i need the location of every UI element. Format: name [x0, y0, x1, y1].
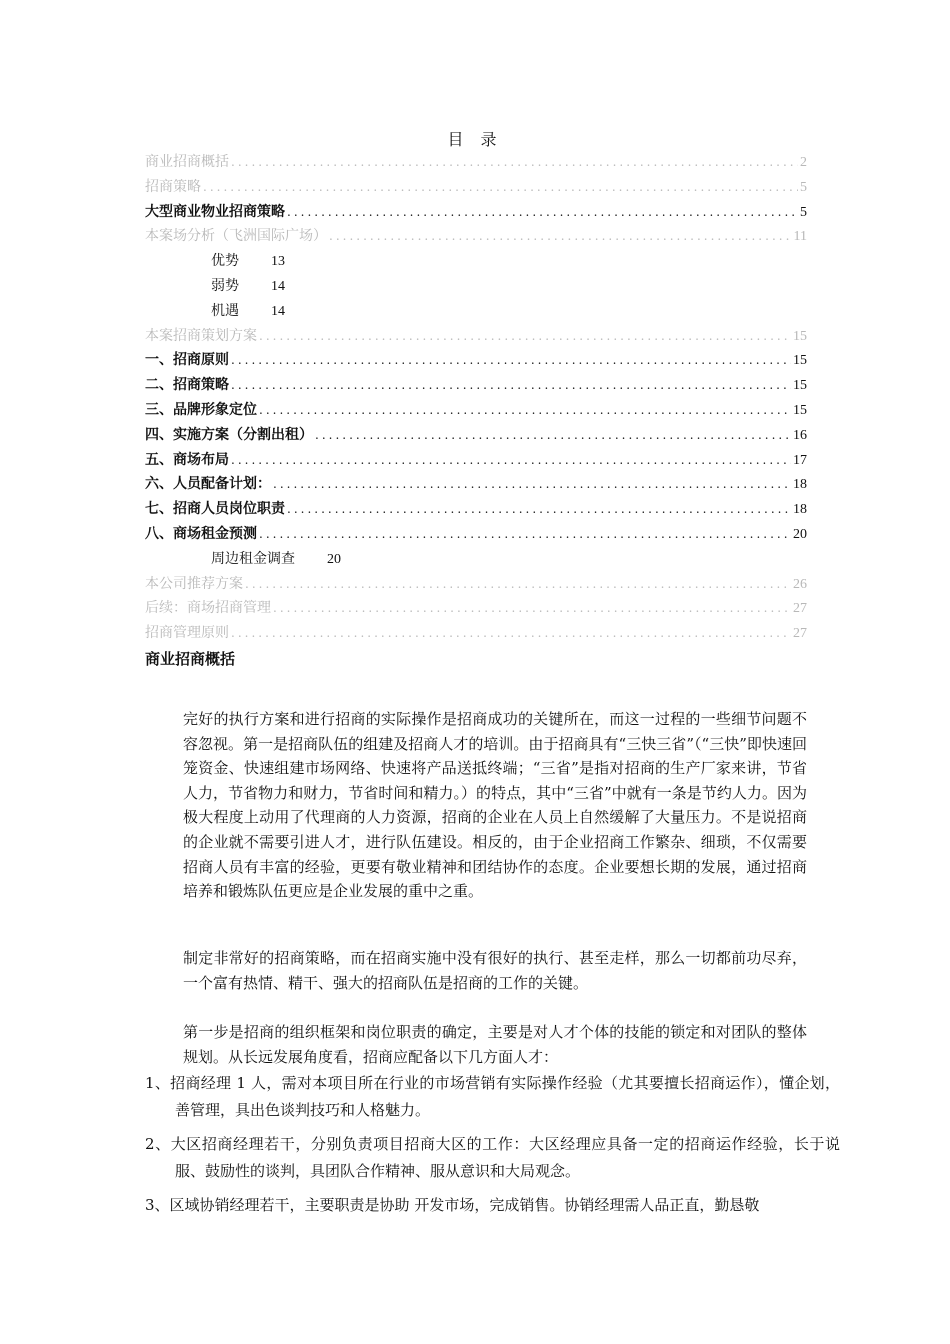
toc-entry-label: 六、人员配备计划： — [145, 476, 271, 493]
toc-entry[interactable] — [145, 448, 807, 473]
toc-entry[interactable] — [145, 398, 807, 423]
toc-entry-label: 招商管理原则 — [145, 625, 229, 642]
toc-entry-page: 14 — [271, 278, 285, 294]
toc-leader-dots — [259, 522, 791, 547]
toc-title: 目 录 — [447, 130, 503, 149]
toc-entry[interactable] — [145, 423, 807, 448]
toc-entry[interactable] — [145, 200, 807, 225]
toc-entry[interactable] — [145, 150, 807, 175]
toc-entry-label: 后续：商场招商管理 — [145, 600, 271, 617]
toc-entry[interactable] — [145, 224, 807, 249]
toc-entry-page: 20 — [327, 551, 341, 567]
toc-entry-page: 5 — [800, 204, 807, 220]
body-paragraph: 第一步是招商的组织框架和岗位职责的确定，主要是对人才个体的技能的锁定和对团队的整体规划。从长远发展角度看，招商应配备以下几方面人才： — [183, 1023, 807, 1066]
toc-subentry[interactable] — [145, 299, 807, 324]
body-paragraph: 制定非常好的招商策略，而在招商实施中没有很好的执行、甚至走样，那么一切都前功尽弃，一个富有热情、精干、强大的招商队伍是招商的工作的关键。 — [183, 949, 807, 992]
toc-entry-label: 周边租金调查 — [211, 550, 295, 567]
toc-entry-page: 15 — [793, 328, 807, 344]
toc-entry-label: 弱势 — [211, 277, 239, 294]
toc-entry[interactable] — [145, 522, 807, 547]
toc-leader-dots — [259, 398, 791, 423]
toc-entry-page: 13 — [271, 254, 285, 270]
toc-entry-label: 本案招商策划方案 — [145, 327, 257, 344]
list-item: 3、区域协销经理若干，主要职责是协助 开发市场，完成销售。协销经理需人品正直，勤恳敬 — [145, 1196, 760, 1214]
list-item: 2、大区招商经理若干，分别负责项目招商大区的工作：大区经理应具备一定的招商运作经验，长于说服、鼓励性的谈判，具团队合作精神、服从意识和大局观念。 — [145, 1135, 840, 1180]
toc-entry-page: 26 — [793, 576, 807, 592]
toc-leader-dots — [231, 373, 791, 398]
body-paragraph: 完好的执行方案和进行招商的实际操作是招商成功的关键所在，而这一过程的一些细节问题不容忽视。第一是招商队伍的组建及招商人才的培训。由于招商具有“三快三省”（“三快”即快速回笼资金、快速组建市场网络、快速将产品送抵终端；“三省”是指对招商的生产厂家来讲，节省人力，节省物力和财力，节省时间和精力。）的特点，其中“三省”中就有一条是节约人力。因为极大程度上动用了代理商的人力资源，招商的企业在人员上自然缓解了大量压力。不是说招商的企业就不需要引进人才，进行队伍建设。相反的，由于企业招商工作繁杂、细琐，不仅需要招商人员有丰富的经验，更要有敬业精神和团结协作的态度。企业要想长期的发展，通过招商培养和锻炼队伍更应是企业发展的重中之重。 — [183, 710, 807, 901]
table-of-contents — [145, 150, 807, 646]
toc-leader-dots — [259, 324, 791, 349]
toc-leader-dots — [287, 200, 798, 225]
toc-entry-page: 11 — [793, 229, 807, 245]
toc-leader-dots — [245, 572, 791, 597]
toc-entry-page: 20 — [793, 526, 807, 542]
toc-entry-label: 七、招商人员岗位职责 — [145, 501, 285, 518]
toc-subentry[interactable] — [145, 547, 807, 572]
toc-entry-page: 2 — [800, 155, 807, 170]
toc-leader-dots — [231, 348, 791, 373]
toc-entry-page: 27 — [793, 601, 807, 617]
toc-entry[interactable] — [145, 348, 807, 373]
toc-leader-dots — [203, 175, 798, 200]
toc-leader-dots — [315, 423, 791, 448]
toc-entry-page: 15 — [793, 353, 807, 369]
toc-entry-page: 27 — [793, 626, 807, 642]
toc-entry-label: 五、商场布局 — [145, 451, 229, 468]
toc-entry-label: 三、品牌形象定位 — [145, 401, 257, 418]
toc-entry[interactable] — [145, 472, 807, 497]
toc-leader-dots — [231, 448, 791, 473]
toc-leader-dots — [231, 621, 791, 646]
toc-entry-page: 14 — [271, 303, 285, 319]
toc-entry[interactable] — [145, 373, 807, 398]
toc-subentry[interactable] — [145, 249, 807, 274]
toc-entry-label: 优势 — [211, 253, 239, 270]
toc-entry[interactable] — [145, 621, 807, 646]
toc-entry-page: 18 — [793, 477, 807, 493]
toc-leader-dots — [231, 150, 798, 175]
toc-entry-label: 机遇 — [211, 302, 239, 319]
toc-entry-label: 八、商场租金预测 — [145, 525, 257, 542]
toc-entry-page: 18 — [793, 502, 807, 518]
toc-entry[interactable] — [145, 497, 807, 522]
toc-entry-page: 15 — [793, 402, 807, 418]
toc-entry-label: 二、招商策略 — [145, 377, 229, 394]
toc-leader-dots — [273, 596, 791, 621]
toc-entry[interactable] — [145, 596, 807, 621]
toc-leader-dots — [329, 224, 792, 249]
toc-leader-dots — [273, 472, 791, 497]
list-item: 1、招商经理 1 人，需对本项目所在行业的市场营销有实际操作经验（尤其要擅长招商运作），懂企划，善管理，具出色谈判技巧和人格魅力。 — [145, 1074, 840, 1119]
toc-subentry[interactable] — [145, 274, 807, 299]
section-heading: 商业招商概括 — [145, 650, 236, 668]
toc-entry-label: 一、招商原则 — [145, 352, 229, 369]
toc-entry-page: 15 — [793, 378, 807, 394]
toc-entry-label: 本公司推荐方案 — [145, 575, 243, 592]
toc-entry-label: 四、实施方案（分割出租） — [145, 426, 313, 443]
toc-entry[interactable] — [145, 324, 807, 349]
toc-entry[interactable] — [145, 175, 807, 200]
toc-entry-page: 5 — [800, 179, 807, 195]
toc-entry-page: 16 — [793, 427, 807, 443]
toc-leader-dots — [287, 497, 791, 522]
toc-entry-page: 17 — [793, 452, 807, 468]
toc-entry-label: 招商策略 — [145, 178, 201, 195]
toc-entry-label: 本案场分析（飞洲国际广场） — [145, 228, 327, 245]
toc-entry[interactable] — [145, 572, 807, 597]
toc-entry-label: 商业招商概括 — [145, 154, 229, 170]
toc-entry-label: 大型商业物业招商策略 — [145, 203, 285, 220]
